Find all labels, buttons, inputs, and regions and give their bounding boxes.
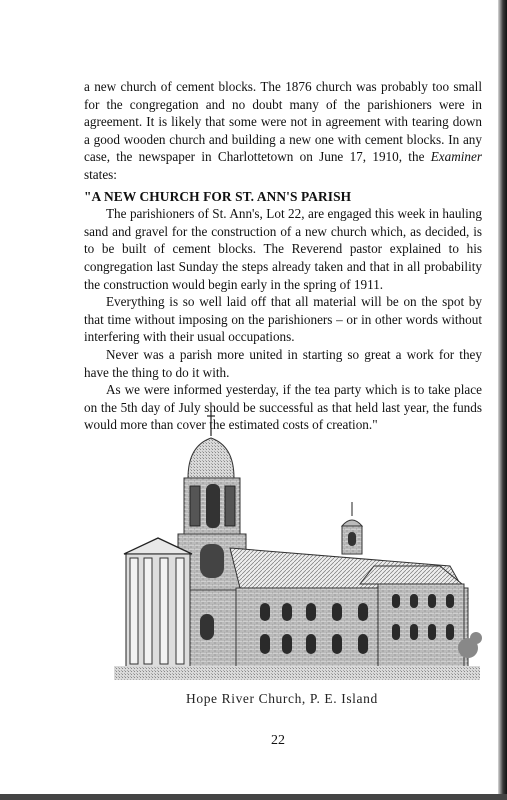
page-edge-shadow xyxy=(498,0,507,800)
newspaper-title: Examiner xyxy=(430,149,482,165)
quote-heading: "A NEW CHURCH FOR ST. ANN'S PARISH xyxy=(84,188,352,204)
church-illustration xyxy=(110,398,482,704)
paragraph-intro xyxy=(84,78,482,184)
paragraph-quote-3: Never was a parish more united in starting so great a work for they have the thing to do it with. xyxy=(84,346,482,380)
ground xyxy=(114,666,480,680)
intro-text: a new church of cement blocks. The 1876 church was probably too small for the congregation and no doubt many of the parishioners were in agreement. It is likely that some were not in agreement with tearing down a good wooden church and building a new one with cement blocks. In any case, the newspaper in Charlottetown on June 17, 1910, the xyxy=(84,79,482,165)
figure-caption: Hope River Church, P. E. Island xyxy=(186,691,378,706)
intro-text-end: states: xyxy=(84,166,117,182)
page-bottom-edge xyxy=(0,794,507,800)
paragraph-quote-1: The parishioners of St. Ann's, Lot 22, are engaged this week in hauling sand and gravel for the construction of a new church which, as decided, is to be built of cement blocks. The Reverend pastor explained to his congregation last Sunday the steps already taken and that in all probability the construction would begin early in the spring of 1911. xyxy=(84,206,482,292)
tower-cross xyxy=(207,410,215,436)
paragraph-quote-2: Everything is so well laid off that all material will be on the spot by that time without imposing on the parishioners – or in other words without interfering with their usual occupations. xyxy=(84,294,482,345)
text-column xyxy=(84,78,482,434)
tower-dome xyxy=(188,438,234,478)
page-number: 22 xyxy=(271,733,285,748)
paragraph-quote-4: As we were informed yesterday, if the tea party which is to take place on the 5th day of July should be successful as that held last year, the funds would more than cover the estimated costs of creation." xyxy=(84,382,482,433)
